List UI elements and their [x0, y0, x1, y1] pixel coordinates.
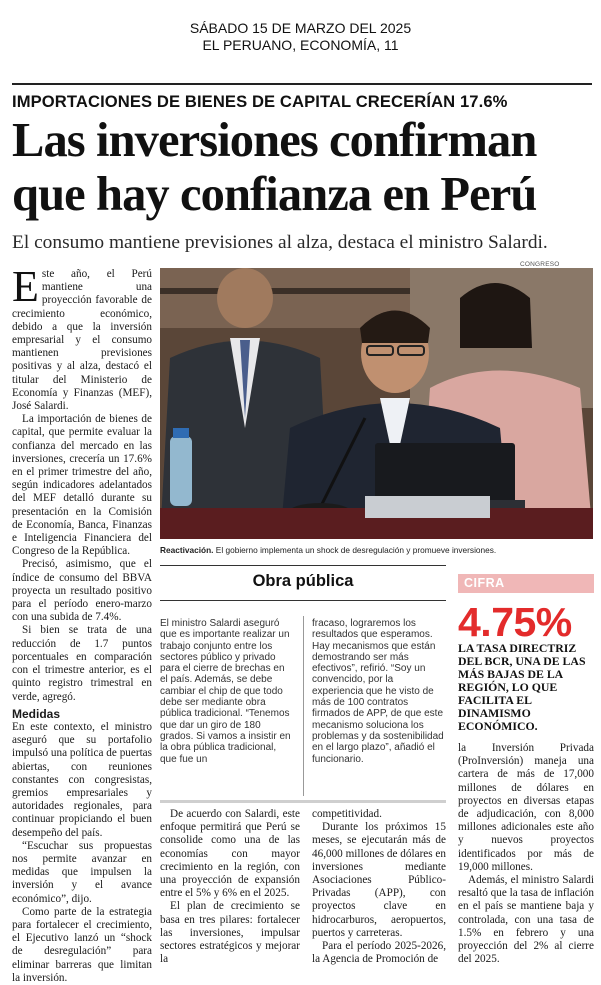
sidebar-divider	[303, 616, 304, 796]
paragraph: De acuerdo con Salardi, este enfoque permitirá que Perú se consolide como una de las economías con mayor crecimiento en la región, con una proyección de expansión entre el 5% y 6% en el 2025.	[160, 808, 300, 900]
body-column-3	[312, 808, 446, 966]
body-column-4	[458, 742, 594, 966]
kicker: IMPORTACIONES DE BIENES DE CAPITAL CRECERÍAN 17.6%	[12, 92, 508, 111]
body-column-2	[160, 808, 300, 966]
sidebar-column-right: fracaso, lograremos los resultados que esperamos. Hay mecanismos que están demostrando ser más efectivos”, refirió. “Soy un convencido, por la experiencia que he visto de más de 100 contratos firmados de APP, de que este mecanismo soluciona los problemas y da sostenibilidad en el largo plazo”, añadió el funcionario.	[312, 618, 444, 765]
caption-text: El gobierno implementa un shock de desregulación y promueve inversiones.	[213, 545, 497, 555]
cifra-number: 4.75%	[458, 599, 572, 645]
publication-section: EL PERUANO, ECONOMÍA, 11	[202, 37, 399, 53]
issue-date: SÁBADO 15 DE MARZO DEL 2025	[189, 20, 412, 36]
paragraph: La importación de bienes de capital, que permite evaluar la confianza del mercado en las inversiones, crecería un 17.6% en el primer trimestre del año, según indicadores adelantados del MEF detalló durante su presentación en la Comisión de Economía, Banca, Finanzas e Inteligencia Financiera del Congreso de la República.	[12, 413, 152, 558]
photo-credit: CONGRESO	[520, 261, 560, 268]
photo-caption	[160, 545, 593, 555]
sidebar-bottom-bar	[160, 800, 446, 803]
paragraph: “Escuchar sus propuestas nos permite avanzar en medidas que impulsen la inversión y el avance económico”, dijo.	[12, 839, 152, 905]
paragraph: Si bien se trata de una reducción de 1.7 puntos porcentuales en comparación con el trimestre anterior, es el quinto registro trimestral en verde, agregó.	[12, 624, 152, 703]
paragraph: El plan de crecimiento se basa en tres pilares: fortalecer las inversiones, impulsar sectores estratégicos y mejorar la	[160, 900, 300, 966]
sidebar-title: Obra pública	[252, 572, 354, 590]
paragraph: En este contexto, el ministro aseguró que su portafolio impulsó una política de puertas abiertas, con reuniones constantes con congresistas, gremios empresariales y autoridades regionales, para continuar propiciando el buen desempeño del país.	[12, 720, 152, 839]
paragraph: Además, el ministro Salardi resaltó que la tasa de inflación en el país se mantiene baja y controlada, con una tasa de 1.5% en febrero y una proyección del 2% al cierre del 2025.	[458, 874, 594, 966]
cifra-text: LA TASA DIRECTRIZ DEL BCR, UNA DE LAS MÁS BAJAS DE LA REGIÓN, LO QUE FACILITA EL DINAMISMO ECONÓMICO.	[458, 641, 586, 733]
sidebar-rule-bottom	[160, 600, 446, 601]
sidebar-box	[160, 608, 446, 798]
paragraph: Para el período 2025-2026, la Agencia de Promoción de	[312, 940, 446, 966]
paragraph: Como parte de la estrategia para fortalecer el crecimiento, el Ejecutivo lanzó un “shock de desregulación” para eliminar barreras que limitan la inversión.	[12, 905, 152, 984]
paragraph: la Inversión Privada (ProInversión) maneja una cartera de más de 17,000 millones de dólares en proyectos en diversas etapas de adjudicación, con 8,000 millones adicionales este año y nuevos proyectos identificados por más de 19,000 millones.	[458, 742, 594, 873]
paragraph: Precisó, asimismo, que el índice de consumo del BBVA proyecta un resultado positivo para el período enero-marzo con una subida de 7.4%.	[12, 558, 152, 624]
photo-illustration	[160, 268, 593, 539]
body-column-1	[12, 262, 152, 984]
headline-line-2: que hay confianza en Perú	[12, 168, 537, 221]
dateline	[0, 20, 601, 54]
headline	[12, 114, 596, 222]
cifra-label: CIFRA	[464, 576, 505, 590]
sidebar-rule-top	[160, 565, 446, 566]
sidebar-column-left: El ministro Salardi aseguró que es importante realizar un trabajo conjunto entre los sectores público y privado para el cierre de brechas en el país. Además, se debe cambiar el chip de que todo debe ser mediante obra pública tradicional. “Tenemos que dar un giro de 180 grados. Si vamos a insistir en la obra pública tradicional, que fue un	[160, 618, 291, 765]
news-photo	[160, 268, 593, 539]
paragraph: Durante los próximos 15 meses, se ejecutarán más de 46,000 millones de dólares en inversiones mediante Asociaciones Público-Privadas (APP), con proyectos clave en hidrocarburos, aeropuertos, puertos y carreteras.	[312, 821, 446, 939]
drop-cap: E	[12, 262, 39, 311]
headline-line-1: Las inversiones confirman	[12, 114, 537, 167]
deck: El consumo mantiene previsiones al alza, destaca el ministro Salardi.	[12, 232, 548, 253]
paragraph: Este año, el Perú mantiene una proyección favorable de crecimiento económico, debido a que la inversión empresarial y el consumo mantienen previsiones positivas y al alza, destacó el titular del Ministerio de Economía y Finanzas (MEF), José Salardi.	[12, 262, 152, 413]
paragraph: competitividad.	[312, 808, 382, 820]
caption-label: Reactivación.	[160, 545, 214, 555]
subhead-medidas: Medidas	[12, 706, 61, 721]
top-rule	[12, 83, 592, 85]
